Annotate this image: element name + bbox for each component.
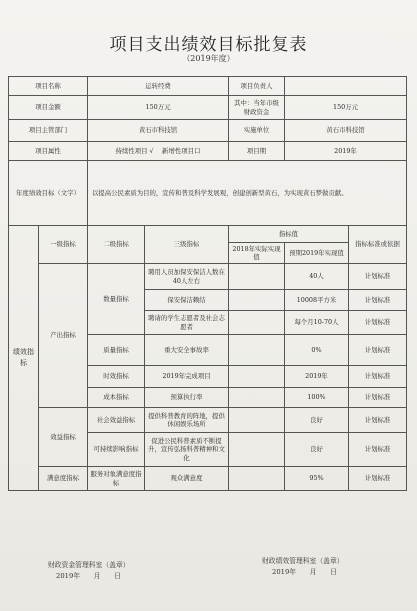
q3-actual — [229, 311, 285, 335]
cost-expected: 100% — [285, 388, 349, 408]
project-name-label: 项目名称 — [9, 77, 88, 96]
time-label: 时效指标 — [88, 366, 145, 388]
time-name: 2019年完成项目 — [145, 366, 229, 388]
footer-left-date: 2019年 月 日 — [56, 571, 121, 580]
quantity-label: 数量指标 — [88, 264, 145, 335]
q3-standard: 计划标准 — [349, 311, 407, 335]
q3-name: 聘请的学生志愿者及社会志愿者 — [145, 311, 229, 335]
header-level2: 二级指标 — [88, 226, 145, 264]
document-title: 项目支出绩效目标批复表 — [109, 35, 308, 55]
q1-expected: 40人 — [285, 264, 349, 290]
amount-value: 150万元 — [88, 96, 229, 120]
quality-standard: 计划标准 — [349, 335, 407, 366]
sustain-standard: 计划标准 — [349, 433, 407, 467]
sustain-name: 促进公民科普素质不断提升，宣传弘扬科普精神和文化 — [145, 433, 229, 467]
table-row — [9, 467, 407, 491]
cost-name: 预算执行率 — [145, 388, 229, 408]
table-row — [9, 264, 407, 290]
service-actual — [229, 467, 285, 491]
attr-label: 项目属性 — [9, 142, 88, 161]
header-actual: 2018年实际实现值 — [229, 243, 285, 264]
social-actual — [229, 408, 285, 433]
dept-label: 项目主管部门 — [9, 120, 88, 142]
quality-label: 质量指标 — [88, 335, 145, 366]
q2-expected: 10008平方米 — [285, 290, 349, 311]
attr-value: 持续性项目 √ 新增性项目口 — [88, 142, 229, 161]
header-standard: 指标标准或依据 — [349, 226, 407, 264]
header-expected: 预期2019年实现值 — [285, 243, 349, 264]
quality-expected: 0% — [285, 335, 349, 366]
footer-right — [262, 556, 344, 578]
q2-standard: 计划标准 — [349, 290, 407, 311]
q2-name: 保安保洁赖结 — [145, 290, 229, 311]
sustain-expected: 良好 — [285, 433, 349, 467]
row-project-amount — [9, 96, 407, 120]
leader-label: 项目负责人 — [229, 77, 285, 96]
header-level3: 三级指标 — [145, 226, 229, 264]
footer-right-date: 2019年 月 日 — [272, 567, 337, 576]
cost-actual — [229, 388, 285, 408]
row-annual-goal — [9, 161, 407, 226]
q3-expected: 每个月10-70人 — [285, 311, 349, 335]
cost-label: 成本指标 — [88, 388, 145, 408]
sustain-actual — [229, 433, 285, 467]
footer-left — [48, 560, 130, 582]
service-expected: 95% — [285, 467, 349, 491]
amount-label: 项目金额 — [9, 96, 88, 120]
service-label: 服务对象满意度指标 — [88, 467, 145, 491]
city-fund-label: 其中：当年市级财政资金 — [229, 96, 285, 120]
impl-label: 实施单位 — [229, 120, 285, 142]
quality-actual — [229, 335, 285, 366]
output-label: 产出指标 — [39, 264, 88, 408]
q1-name: 聘用人员加保安保洁人数在40人左右 — [145, 264, 229, 290]
time-standard: 计划标准 — [349, 366, 407, 388]
dept-value: 黄石市科技馆 — [88, 120, 229, 142]
table-row — [9, 408, 407, 433]
header-level1: 一级指标 — [39, 226, 88, 264]
quality-name: 重大安全事故率 — [145, 335, 229, 366]
service-standard: 计划标准 — [349, 467, 407, 491]
satisfaction-label: 满意度指标 — [39, 467, 88, 491]
impl-value: 黄石市科技馆 — [285, 120, 407, 142]
q1-actual — [229, 264, 285, 290]
indicator-group-label: 绩效指标 — [9, 226, 39, 491]
social-label: 社会效益指标 — [88, 408, 145, 433]
social-expected: 良好 — [285, 408, 349, 433]
service-name: 观众满意度 — [145, 467, 229, 491]
social-standard: 计划标准 — [349, 408, 407, 433]
period-label: 项目期 — [229, 142, 285, 161]
social-name: 提供科普教育的阵地，提供休闲娱乐场所 — [145, 408, 229, 433]
goal-text: 以提高公民素质为目的，宣传和普及科学发展观，创建创新型黄石，为实现黄石梦做贡献。 — [88, 161, 407, 226]
cost-standard: 计划标准 — [349, 388, 407, 408]
city-fund-value: 150万元 — [285, 96, 407, 120]
goal-label: 年度绩效目标（文字） — [9, 161, 88, 226]
sustain-label: 可持续影响指标 — [88, 433, 145, 467]
benefit-label: 效益指标 — [39, 408, 88, 467]
project-name-value: 运转经费 — [88, 77, 229, 96]
footer-left-org: 财政资金管理科室（盖章） — [48, 561, 130, 569]
header-value: 指标值 — [229, 226, 349, 243]
row-department — [9, 120, 407, 142]
time-actual — [229, 366, 285, 388]
row-project-name — [9, 77, 407, 96]
q2-actual — [229, 290, 285, 311]
indicator-header-row-1 — [9, 226, 407, 243]
period-value: 2019年 — [285, 142, 407, 161]
footer-right-org: 财政绩效管理科室（盖章） — [262, 557, 344, 565]
time-expected: 2019年 — [285, 366, 349, 388]
performance-target-table — [8, 76, 407, 491]
q1-standard: 计划标准 — [349, 264, 407, 290]
document-subtitle: （2019年度） — [182, 54, 235, 63]
leader-value — [285, 77, 407, 96]
row-project-attribute — [9, 142, 407, 161]
